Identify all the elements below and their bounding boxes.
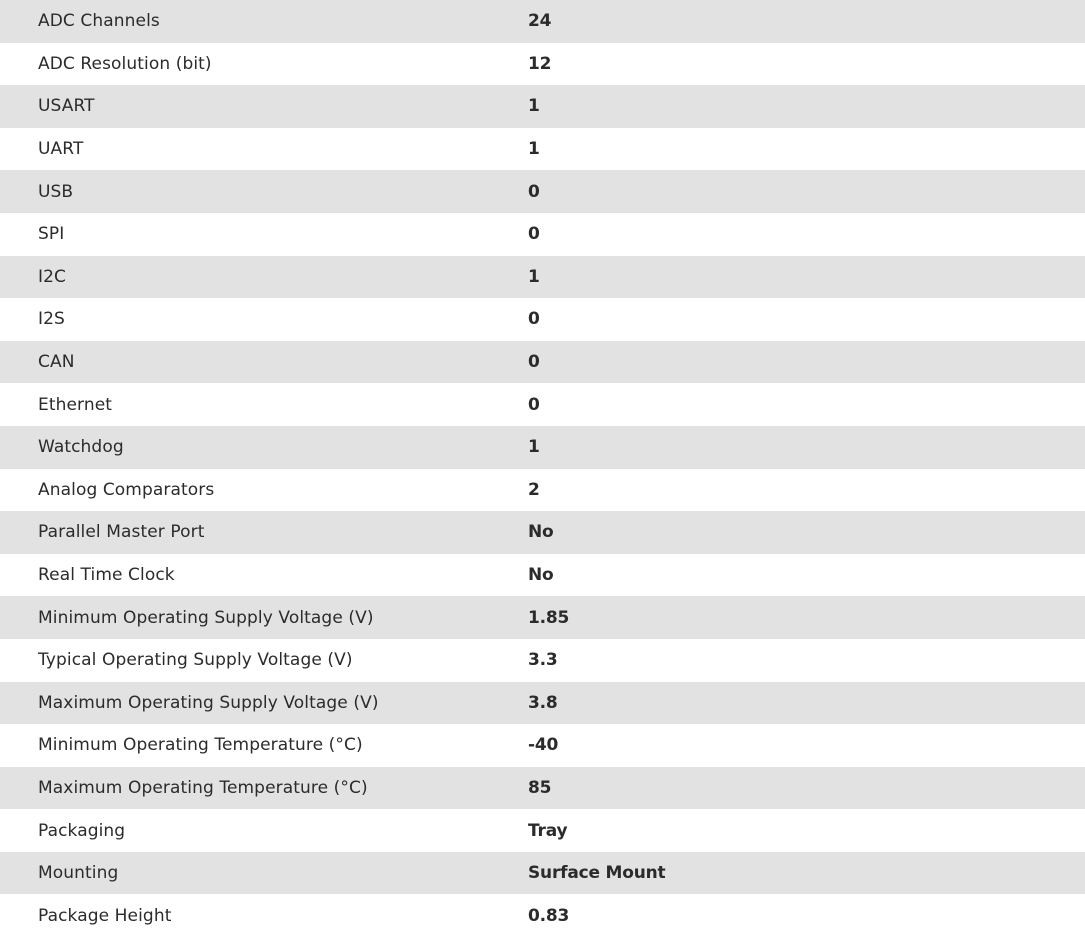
- spec-value: Tray: [528, 820, 568, 841]
- table-row: [0, 213, 1085, 256]
- table-row: [0, 554, 1085, 597]
- spec-value: 85: [528, 777, 552, 798]
- table-row: [0, 724, 1085, 767]
- spec-value: 0: [528, 224, 540, 245]
- spec-value: 0: [528, 394, 540, 415]
- spec-value: 3.3: [528, 650, 558, 671]
- table-row: [0, 256, 1085, 299]
- spec-value: 0: [528, 181, 540, 202]
- spec-value: -40: [528, 735, 559, 756]
- spec-value: Surface Mount: [528, 863, 666, 884]
- spec-value: No: [528, 565, 554, 586]
- spec-label: Typical Operating Supply Voltage (V): [38, 650, 353, 671]
- spec-value: 0: [528, 309, 540, 330]
- spec-label: Package Height: [38, 905, 172, 926]
- table-row: [0, 852, 1085, 895]
- spec-value: 1: [528, 96, 540, 117]
- spec-label: Analog Comparators: [38, 479, 215, 500]
- table-row: [0, 383, 1085, 426]
- spec-label: SPI: [38, 224, 65, 245]
- spec-label: USB: [38, 181, 74, 202]
- table-row: [0, 43, 1085, 86]
- spec-label: Ethernet: [38, 394, 113, 415]
- spec-value: 1: [528, 437, 540, 458]
- table-row: [0, 0, 1085, 43]
- table-row: [0, 767, 1085, 810]
- table-row: [0, 682, 1085, 725]
- table-row: [0, 639, 1085, 682]
- spec-value: 24: [528, 11, 552, 32]
- spec-label: Maximum Operating Temperature (°C): [38, 777, 368, 798]
- table-row: [0, 341, 1085, 384]
- spec-label: I2C: [38, 266, 66, 287]
- spec-label: Minimum Operating Temperature (°C): [38, 735, 363, 756]
- table-row: [0, 128, 1085, 171]
- table-row: [0, 596, 1085, 639]
- spec-label: UART: [38, 139, 84, 160]
- spec-label: Minimum Operating Supply Voltage (V): [38, 607, 374, 628]
- spec-label: Mounting: [38, 863, 119, 884]
- table-row: [0, 85, 1085, 128]
- spec-label: Maximum Operating Supply Voltage (V): [38, 692, 379, 713]
- spec-value: 3.8: [528, 692, 558, 713]
- spec-label: Parallel Master Port: [38, 522, 205, 543]
- table-row: [0, 469, 1085, 512]
- spec-value: 1: [528, 139, 540, 160]
- spec-value: 0: [528, 352, 540, 373]
- spec-label: ADC Channels: [38, 11, 160, 32]
- table-row: [0, 426, 1085, 469]
- spec-label: USART: [38, 96, 95, 117]
- spec-value: 1: [528, 266, 540, 287]
- spec-value: 0.83: [528, 905, 570, 926]
- spec-value: 1.85: [528, 607, 570, 628]
- spec-label: ADC Resolution (bit): [38, 53, 212, 74]
- table-row: [0, 809, 1085, 852]
- spec-label: CAN: [38, 352, 75, 373]
- spec-value: No: [528, 522, 554, 543]
- spec-label: Real Time Clock: [38, 565, 175, 586]
- spec-value: 2: [528, 479, 540, 500]
- table-row: [0, 511, 1085, 554]
- table-row: [0, 170, 1085, 213]
- spec-label: Packaging: [38, 820, 126, 841]
- spec-value: 12: [528, 53, 552, 74]
- spec-label: Watchdog: [38, 437, 124, 458]
- spec-label: I2S: [38, 309, 65, 330]
- table-row: [0, 298, 1085, 341]
